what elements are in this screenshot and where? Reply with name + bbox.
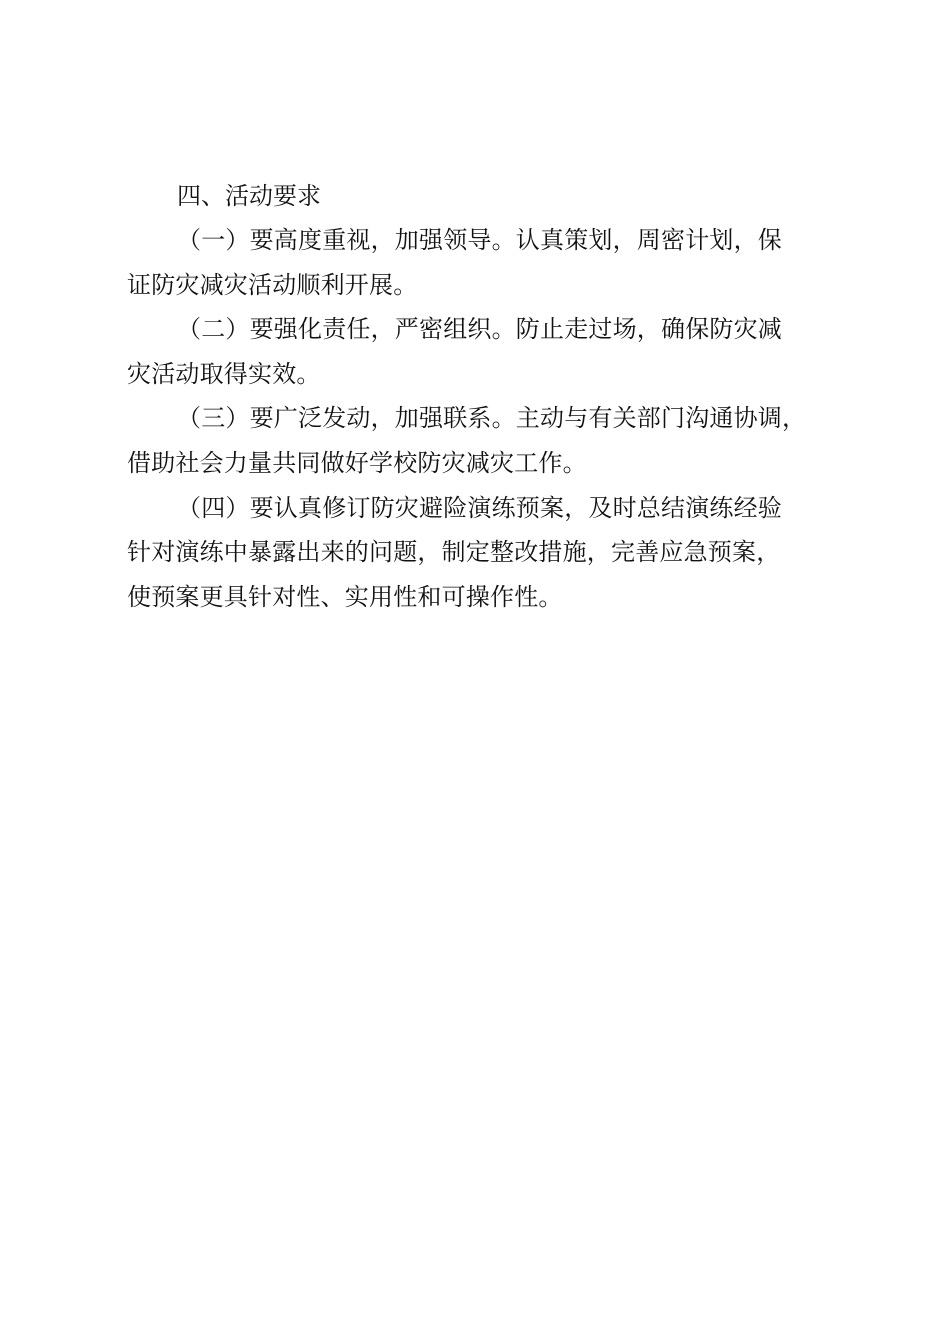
section-heading: 四、活动要求: [177, 182, 321, 210]
requirement-item-1: [127, 218, 827, 307]
requirement-item-2: [127, 307, 827, 396]
paragraph-line: 灾活动取得实效。: [127, 359, 321, 388]
paragraph-line: 借助社会力量共同做好学校防灾减灾工作。: [127, 448, 587, 477]
requirement-item-4: [127, 486, 827, 620]
paragraph-line: 针对演练中暴露出来的问题，制定整改措施，完善应急预案，: [127, 538, 781, 567]
requirement-item-3: [127, 396, 827, 485]
document-body: [127, 174, 827, 619]
paragraph-line: （二）要强化责任，严密组织。防止走过场，确保防灾减: [177, 315, 782, 344]
paragraph-line: （四）要认真修订防灾避险演练预案，及时总结演练经验: [177, 493, 782, 522]
paragraph-line: （一）要高度重视，加强领导。认真策划，周密计划，保: [177, 226, 782, 254]
paragraph-line: （三）要广泛发动，加强联系。主动与有关部门沟通协调，: [177, 404, 807, 433]
paragraph-line: 使预案更具针对性、实用性和可操作性。: [127, 582, 563, 611]
paragraph-line: 证防灾减灾活动顺利开展。: [127, 270, 418, 299]
